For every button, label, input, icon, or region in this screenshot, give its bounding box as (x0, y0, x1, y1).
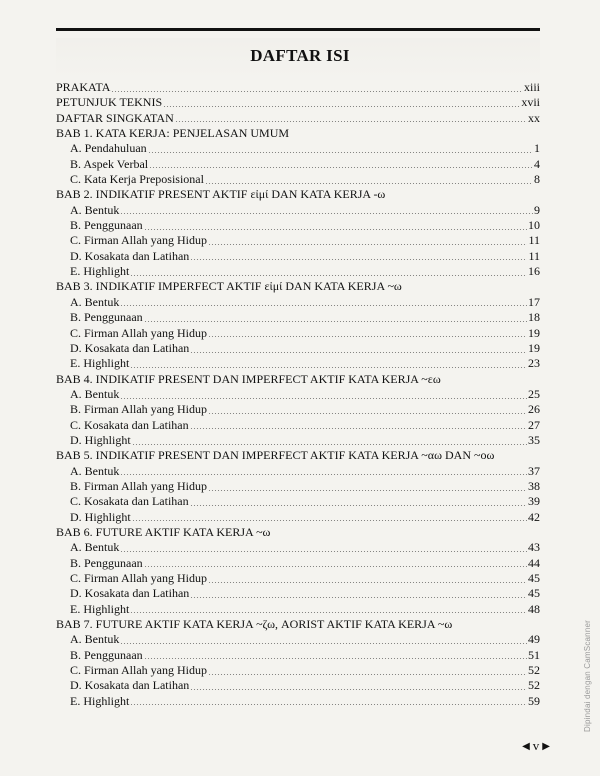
dot-leader (132, 511, 527, 523)
dot-leader (120, 204, 533, 216)
dot-leader (163, 97, 520, 109)
toc-row[interactable] (56, 586, 540, 601)
dot-leader (120, 296, 527, 308)
toc-page: xx (528, 110, 540, 125)
toc-label: D. Kosakata dan Latihan (70, 678, 190, 693)
dot-leader (120, 542, 527, 554)
toc-label: PRAKATA (56, 80, 111, 94)
toc-page: xvii (521, 95, 540, 110)
dot-leader (144, 557, 527, 569)
toc-page: 19 (528, 325, 540, 340)
toc-page: 49 (528, 632, 540, 647)
toc-page: 4 (534, 156, 540, 171)
toc-page: 45 (528, 586, 540, 601)
toc-label: C. Firman Allah yang Hidup (70, 233, 207, 248)
chapter-heading[interactable] (56, 372, 540, 387)
toc-page: 27 (528, 417, 540, 432)
toc-row[interactable] (56, 494, 540, 509)
right-arrow-icon: ▶ (542, 740, 550, 752)
toc-label: B. Aspek Verbal (70, 156, 149, 171)
toc-label: B. Firman Allah yang Hidup (70, 402, 207, 417)
scanner-watermark: Dipindai dengan CamScanner (583, 620, 592, 732)
toc-page: 37 (528, 463, 540, 478)
toc-page: 42 (528, 509, 540, 524)
toc-row[interactable] (56, 632, 540, 647)
dot-leader (190, 496, 527, 508)
toc-label: D. Highlight (70, 432, 131, 447)
dot-leader (120, 634, 527, 646)
chapter-list (56, 126, 540, 709)
top-rule (56, 28, 540, 31)
toc-page: 51 (528, 647, 540, 662)
toc-page: 8 (534, 172, 540, 187)
toc-label: A. Bentuk (70, 540, 120, 555)
toc-label: PETUNJUK TEKNIS (56, 95, 163, 110)
toc-page: 23 (528, 356, 540, 371)
chapter-title: BAB 3. INDIKATIF IMPERFECT AKTIF εἰμί DAN KATA KERJA ~ω (56, 279, 402, 294)
toc-label: B. Firman Allah yang Hidup (70, 478, 207, 493)
toc-label: C. Kosakata dan Latihan (70, 494, 189, 509)
chapter-heading[interactable] (56, 279, 540, 294)
dot-leader (205, 174, 533, 186)
toc-label: B. Penggunaan (70, 218, 143, 233)
toc-row[interactable] (56, 479, 540, 494)
toc-row[interactable] (56, 678, 540, 693)
toc-label: E. Highlight (70, 356, 130, 371)
toc-page: 25 (528, 386, 540, 401)
dot-leader (148, 143, 533, 155)
dot-leader (111, 82, 523, 94)
chapter-title: BAB 5. INDIKATIF PRESENT DAN IMPERFECT AKTIF KATA KERJA ~αω DAN ~οω (56, 448, 495, 463)
toc-row[interactable] (56, 433, 540, 448)
dot-leader (190, 250, 527, 262)
toc-label: B. Penggunaan (70, 310, 143, 325)
toc-row[interactable] (56, 556, 540, 571)
toc-label: D. Kosakata dan Latihan (70, 340, 190, 355)
toc-row-front[interactable] (56, 111, 540, 126)
toc-page: 45 (528, 571, 540, 585)
toc-row[interactable] (56, 356, 540, 371)
toc-label: A. Bentuk (70, 632, 120, 647)
toc-row[interactable] (56, 172, 540, 187)
toc-page: 11 (528, 233, 540, 248)
toc-row[interactable] (56, 387, 540, 402)
toc-label: E. Highlight (70, 693, 130, 708)
page-title: DAFTAR ISI (250, 46, 350, 65)
chapter-title: BAB 4. INDIKATIF PRESENT DAN IMPERFECT AKTIF KATA KERJA ~εω (56, 371, 441, 386)
toc-label: D. Kosakata dan Latihan (70, 248, 190, 263)
toc-page: 26 (528, 402, 540, 417)
toc-row[interactable] (56, 264, 540, 279)
dot-leader (144, 220, 527, 232)
chapter-title: BAB 6. FUTURE AKTIF KATA KERJA ~ω (56, 524, 271, 539)
dot-leader (190, 343, 527, 355)
dot-leader (149, 158, 533, 170)
toc-row[interactable] (56, 326, 540, 341)
toc-label: C. Firman Allah yang Hidup (70, 663, 207, 678)
toc-row[interactable] (56, 418, 540, 433)
dot-leader (144, 312, 527, 324)
dot-leader (120, 389, 527, 401)
toc-label: C. Kata Kerja Preposisional (70, 172, 204, 187)
toc-page: 19 (528, 340, 540, 355)
dot-leader (132, 435, 527, 447)
toc-row[interactable] (56, 510, 540, 525)
toc-page: xiii (523, 80, 540, 94)
toc-row[interactable] (56, 310, 540, 325)
toc-row[interactable] (56, 295, 540, 310)
toc-row[interactable] (56, 694, 540, 709)
toc-page: 48 (528, 601, 540, 616)
toc-page: 17 (528, 294, 540, 309)
toc-row[interactable] (56, 602, 540, 617)
toc-page: 52 (528, 663, 540, 678)
toc-label: B. Penggunaan (70, 555, 143, 570)
dot-leader (144, 649, 527, 661)
toc-page: 59 (528, 693, 540, 708)
toc-label: A. Bentuk (70, 202, 120, 217)
toc-row-front[interactable] (56, 80, 540, 95)
dot-leader (208, 573, 527, 585)
toc-row-front[interactable] (56, 95, 540, 110)
chapter-heading[interactable] (56, 525, 540, 540)
toc-row[interactable] (56, 249, 540, 264)
toc-page: 1 (534, 141, 540, 156)
toc-row[interactable] (56, 341, 540, 356)
toc-page: 11 (528, 248, 540, 263)
toc-row[interactable] (56, 203, 540, 218)
dot-leader (190, 680, 527, 692)
toc-label: A. Bentuk (70, 294, 120, 309)
dot-leader (130, 603, 527, 615)
toc-row[interactable] (56, 402, 540, 417)
toc-label: E. Highlight (70, 264, 130, 279)
toc-label: B. Penggunaan (70, 647, 143, 662)
toc-label: E. Highlight (70, 601, 130, 616)
dot-leader (175, 112, 527, 124)
dot-leader (130, 266, 527, 278)
dot-leader (208, 665, 527, 677)
footer-page-number (522, 738, 550, 754)
table-of-contents (56, 80, 540, 709)
toc-row[interactable] (56, 218, 540, 233)
toc-page: 16 (528, 264, 540, 279)
toc-label: C. Firman Allah yang Hidup (70, 571, 207, 585)
page-number: v (532, 738, 540, 753)
chapter-title: BAB 7. FUTURE AKTIF KATA KERJA ~ζω, AORIST AKTIF KATA KERJA ~ω (56, 617, 453, 632)
dot-leader (190, 588, 527, 600)
toc-page: 43 (528, 540, 540, 555)
toc-label: C. Firman Allah yang Hidup (70, 325, 207, 340)
toc-label: DAFTAR SINGKATAN (56, 110, 174, 125)
toc-page: 52 (528, 678, 540, 693)
chapter-heading[interactable] (56, 126, 540, 141)
dot-leader (208, 235, 527, 247)
toc-label: A. Bentuk (70, 386, 120, 401)
chapter-heading[interactable] (56, 187, 540, 202)
dot-leader (190, 419, 527, 431)
toc-row[interactable] (56, 141, 540, 156)
left-arrow-icon: ◀ (522, 740, 530, 752)
dot-leader (120, 465, 527, 477)
toc-row[interactable] (56, 648, 540, 663)
toc-page: 35 (528, 432, 540, 447)
toc-row[interactable] (56, 663, 540, 678)
toc-page: 44 (528, 555, 540, 570)
toc-label: C. Kosakata dan Latihan (70, 417, 189, 432)
toc-label: A. Pendahuluan (70, 141, 147, 156)
toc-row[interactable] (56, 157, 540, 172)
toc-label: D. Kosakata dan Latihan (70, 586, 190, 601)
dot-leader (130, 358, 527, 370)
chapter-heading[interactable] (56, 448, 540, 463)
dot-leader (130, 695, 527, 707)
toc-row[interactable] (56, 571, 540, 586)
chapter-title: BAB 2. INDIKATIF PRESENT AKTIF εἰμί DAN KATA KERJA -ω (56, 187, 386, 202)
toc-label: A. Bentuk (70, 463, 120, 478)
toc-page: 39 (528, 494, 540, 509)
toc-page: 10 (528, 218, 540, 233)
dot-leader (208, 404, 527, 416)
dot-leader (208, 481, 527, 493)
toc-row[interactable] (56, 233, 540, 248)
toc-page: 38 (528, 478, 540, 493)
chapter-heading[interactable] (56, 617, 540, 632)
chapter-title: BAB 1. KATA KERJA: PENJELASAN UMUM (56, 126, 290, 141)
toc-row[interactable] (56, 540, 540, 555)
dot-leader (208, 327, 527, 339)
toc-page: 9 (534, 202, 540, 217)
toc-row[interactable] (56, 464, 540, 479)
toc-page: 18 (528, 310, 540, 325)
toc-label: D. Highlight (70, 509, 131, 524)
